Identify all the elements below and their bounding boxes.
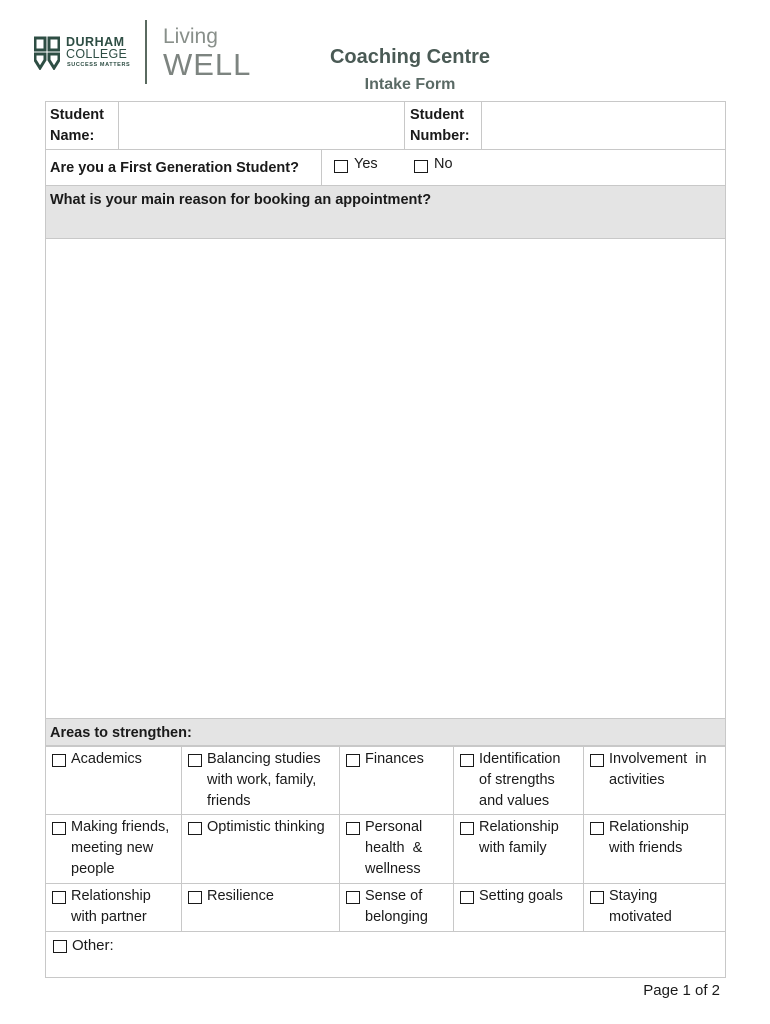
area-cell-academics xyxy=(45,746,182,815)
form-subtitle: Intake Form xyxy=(364,76,456,93)
area-cell-making-friends xyxy=(45,814,182,884)
logo-tagline: SUCCESS MATTERS xyxy=(67,62,131,68)
student-name-label-2: Name: xyxy=(50,128,95,144)
first-generation-options-cell xyxy=(321,149,726,186)
area-label-line: with partner xyxy=(71,909,147,925)
area-label-line: Finances xyxy=(365,751,424,767)
first-generation-question-cell xyxy=(45,149,322,186)
area-label-line: Academics xyxy=(71,751,142,767)
area-label-line: belonging xyxy=(365,909,428,925)
reason-question-cell xyxy=(45,185,726,239)
area-label-line: Setting goals xyxy=(479,888,563,904)
first-generation-yes-checkbox[interactable] xyxy=(334,160,348,173)
area-label-line: Balancing studies xyxy=(207,751,321,767)
area-label-line: Identification xyxy=(479,751,561,767)
student-name-label-cell xyxy=(45,101,119,150)
area-cell-optimistic-thinking xyxy=(181,814,340,884)
area-label-line: Personal xyxy=(365,819,423,835)
area-label-line: meeting new xyxy=(71,840,154,856)
area-label-line: people xyxy=(71,861,115,877)
area-label-line: Resilience xyxy=(207,888,274,904)
area-cell-relationship-partner xyxy=(45,883,182,932)
student-number-label-cell xyxy=(404,101,482,150)
area-label-line: of strengths xyxy=(479,772,555,788)
area-checkbox-relationship-family[interactable] xyxy=(460,822,474,835)
area-cell-setting-goals xyxy=(453,883,584,932)
first-generation-no-label: No xyxy=(434,156,453,172)
area-checkbox-relationship-partner[interactable] xyxy=(52,891,66,904)
student-name-label-1: Student xyxy=(50,107,104,123)
reason-answer-field[interactable] xyxy=(45,238,726,719)
area-cell-identification-strengths xyxy=(453,746,584,815)
area-checkbox-identification-strengths[interactable] xyxy=(460,754,474,767)
area-cell-personal-health xyxy=(339,814,454,884)
area-checkbox-academics[interactable] xyxy=(52,754,66,767)
area-label-line: Relationship xyxy=(479,819,559,835)
other-cell xyxy=(45,931,726,978)
other-label: Other: xyxy=(72,937,114,954)
student-name-field[interactable] xyxy=(118,101,405,150)
area-checkbox-personal-health[interactable] xyxy=(346,822,360,835)
areas-heading-cell xyxy=(45,718,726,746)
area-checkbox-resilience[interactable] xyxy=(188,891,202,904)
area-label-line: activities xyxy=(609,772,665,788)
living-well-logo xyxy=(34,20,252,86)
area-checkbox-balancing-studies[interactable] xyxy=(188,754,202,767)
first-generation-question: Are you a First Generation Student? xyxy=(50,160,299,176)
area-checkbox-making-friends[interactable] xyxy=(52,822,66,835)
area-label-line: health & xyxy=(365,840,423,856)
first-generation-no-checkbox[interactable] xyxy=(414,160,428,173)
areas-heading: Areas to strengthen: xyxy=(50,725,192,741)
area-cell-staying-motivated xyxy=(583,883,726,932)
reason-question: What is your main reason for booking an appointment? xyxy=(50,192,432,208)
area-cell-balancing-studies xyxy=(181,746,340,815)
form-title: Coaching Centre xyxy=(329,46,491,68)
logo-living-text: Living xyxy=(163,25,218,48)
area-checkbox-involvement-activities[interactable] xyxy=(590,754,604,767)
area-checkbox-optimistic-thinking[interactable] xyxy=(188,822,202,835)
area-cell-relationship-friends xyxy=(583,814,726,884)
area-label-line: with work, family, xyxy=(207,772,317,788)
area-label-line: Relationship xyxy=(609,819,689,835)
area-label-line: Sense of xyxy=(365,888,423,904)
other-checkbox[interactable] xyxy=(53,940,67,953)
logo-durham-text: DURHAM xyxy=(66,35,125,49)
logo-divider xyxy=(145,20,147,84)
area-checkbox-relationship-friends[interactable] xyxy=(590,822,604,835)
logo-well-text: WELL xyxy=(163,47,252,82)
durham-college-crest-icon xyxy=(34,36,60,70)
first-generation-yes-label: Yes xyxy=(354,156,378,172)
area-label-line: Involvement in xyxy=(609,751,707,767)
area-label-line: with friends xyxy=(609,840,683,856)
area-label-line: Making friends, xyxy=(71,819,170,835)
logo-college-text: COLLEGE xyxy=(66,47,128,61)
area-label-line: Staying xyxy=(609,888,658,904)
area-checkbox-staying-motivated[interactable] xyxy=(590,891,604,904)
area-label-line: Optimistic thinking xyxy=(207,819,325,835)
area-label-line: friends xyxy=(207,793,251,809)
area-label-line: Relationship xyxy=(71,888,151,904)
area-cell-relationship-family xyxy=(453,814,584,884)
student-number-field[interactable] xyxy=(481,101,726,150)
area-label-line: motivated xyxy=(609,909,672,925)
area-cell-involvement-activities xyxy=(583,746,726,815)
area-checkbox-finances[interactable] xyxy=(346,754,360,767)
area-cell-resilience xyxy=(181,883,340,932)
area-label-line: and values xyxy=(479,793,550,809)
area-cell-sense-of-belonging xyxy=(339,883,454,932)
area-checkbox-setting-goals[interactable] xyxy=(460,891,474,904)
area-checkbox-sense-of-belonging[interactable] xyxy=(346,891,360,904)
student-number-label-2: Number: xyxy=(410,128,470,144)
student-number-label-1: Student xyxy=(410,107,464,123)
area-label-line: wellness xyxy=(365,861,421,877)
area-cell-finances xyxy=(339,746,454,815)
page-number: Page 1 of 2 xyxy=(643,982,720,999)
area-label-line: with family xyxy=(479,840,547,856)
